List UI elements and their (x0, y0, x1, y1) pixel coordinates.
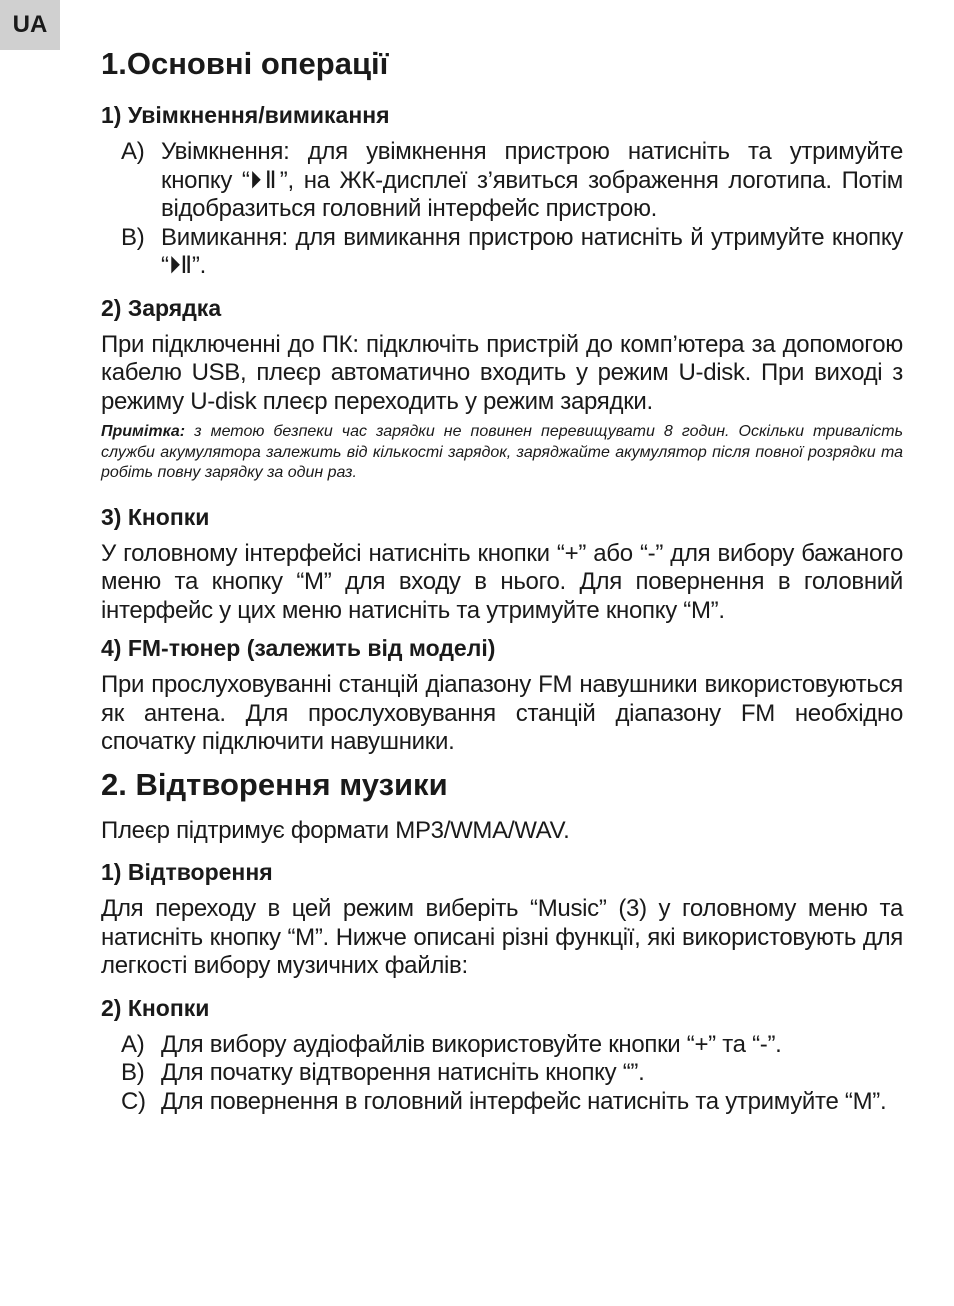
list-item (101, 1059, 903, 1088)
fm-heading: 4) FM-тюнер (залежить від моделі) (101, 635, 496, 661)
buttons-heading: 3) Кнопки (101, 503, 210, 530)
page-content (101, 44, 903, 1116)
section2-title: 2. Відтворення музики (101, 766, 448, 802)
charging-paragraph: При підключенні до ПК: підключіть пристрій до комп’ютера за допомогою кабелю USB, плеєр автоматично входить у режим U-disk. При виході з режиму U-disk плеєр переходить у режим зарядки. (101, 330, 903, 415)
power-list (101, 138, 903, 281)
playback-paragraph: Для переходу в цей режим виберіть “Music” (3) у головному меню та натисніть кнопку “M”. Нижче описані різні функції, які використовують для легкості вибору музичних файлів: (101, 895, 903, 979)
language-label: UA (12, 11, 48, 38)
list-text: Для повернення в головний інтерфейс натисніть та утримуйте “M”. (161, 1087, 887, 1115)
list-item (101, 224, 903, 281)
list-item (101, 1031, 903, 1060)
note-text: з метою безпеки час зарядки не повинен перевищувати 8 годин. Оскільки тривалість служби акумулятора залежить від кількості зарядок, заряджайте акумулятор після повної розрядки та робіть повну зарядку за один раз. (101, 423, 903, 481)
power-heading: 1) Увімкнення/вимикання (101, 102, 390, 128)
list-text: Для вибору аудіофайлів використовуйте кнопки “+” та “-”. (161, 1030, 782, 1058)
list-text: Для початку відтворення натисніть кнопку “”. (161, 1059, 645, 1086)
charging-note (101, 422, 903, 484)
language-tab (0, 0, 60, 50)
list-marker: B) (121, 1059, 145, 1086)
section1-title: 1.Основні операції (101, 46, 389, 81)
playback-heading: 1) Відтворення (101, 859, 273, 885)
list-marker: A) (121, 1030, 145, 1058)
formats-intro: Плеєр підтримує формати MP3/WMA/WAV. (101, 816, 570, 844)
note-label: Примітка: (101, 423, 186, 440)
list-text: Вимикання: для вимикання пристрою натисніть й утримуйте кнопку “⏵Ⅱ”. (161, 223, 903, 279)
list-text: Увімкнення: для увімкнення пристрою натисніть та утримуйте кнопку “⏵Ⅱ”, на ЖК-дисплеї з’явиться зображення логотипа. Потім відобразиться головний інтерфейс пристрою. (161, 138, 903, 222)
music-buttons-heading: 2) Кнопки (101, 994, 210, 1021)
list-item (101, 1088, 903, 1117)
list-marker: A) (121, 138, 145, 165)
list-marker: B) (121, 223, 145, 251)
buttons-paragraph: У головному інтерфейсі натисніть кнопки “+” або “-” для вибору бажаного меню та кнопку “M” для входу в нього. Для повернення в головний інтерфейс у цих меню натисніть та утримуйте кнопку “M”. (101, 539, 903, 624)
fm-paragraph: При прослуховуванні станцій діапазону FM навушники використовуються як антена. Для прослуховування станцій діапазону FM необхідно спочатку підключити навушники. (101, 671, 903, 755)
charging-heading: 2) Зарядка (101, 294, 222, 321)
list-marker: C) (121, 1087, 146, 1115)
music-buttons-list (101, 1031, 903, 1117)
list-item (101, 138, 903, 224)
